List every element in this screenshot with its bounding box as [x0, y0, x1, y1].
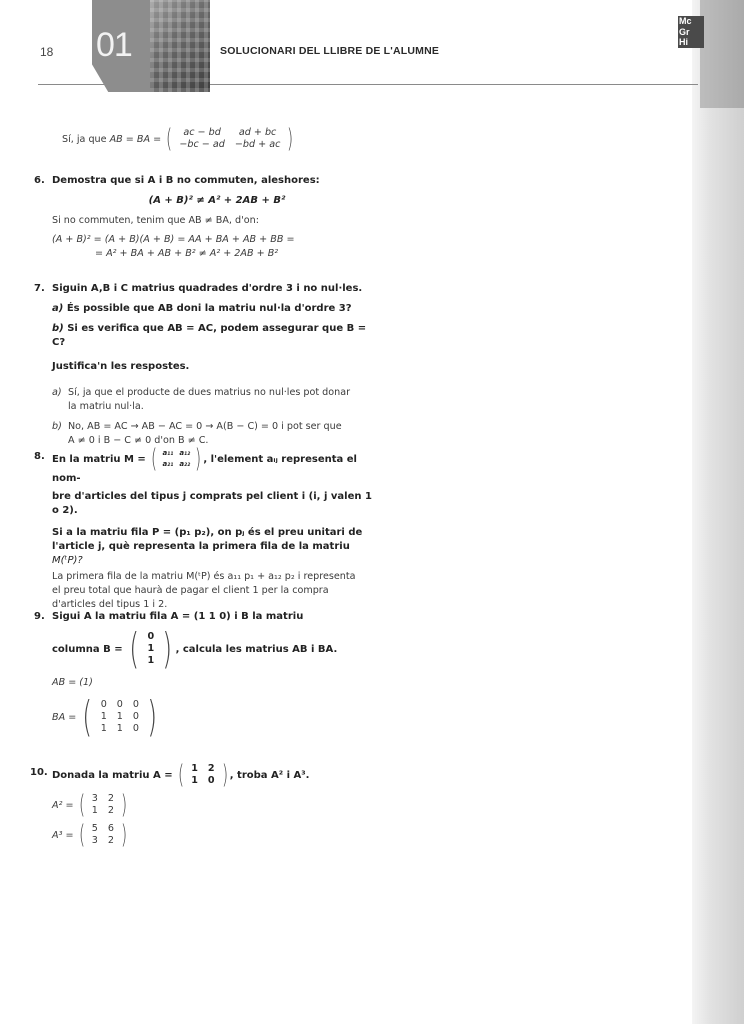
answer-line: La primera fila de la matriu M(ᵗP) és a₁₁ p₁ + a₁₂ p₂ i representa: [52, 571, 356, 582]
question-text: Donada la matriu A =: [52, 770, 173, 781]
chapter-number: 01: [96, 26, 132, 64]
question-text: o 2).: [52, 505, 78, 516]
top-answer-matrix: ( ac − bd ad + bc −bc − ad −bd + ac ): [166, 124, 294, 154]
question-text: M(ᵗP)?: [52, 555, 83, 566]
answer-line: Sí, ja que el producte de dues matrius no nul·les pot donar: [68, 387, 351, 398]
exercise-9: [34, 610, 382, 741]
exercise-number: 10.: [30, 767, 48, 778]
exercise-formula: (A + B)² ≠ A² + 2AB + B²: [148, 195, 286, 206]
question-text: En la matriu M =: [52, 454, 146, 465]
answer-line: el preu total que haurà de pagar el client 1 per la compra: [52, 585, 329, 596]
page-number: 18: [40, 45, 54, 59]
question-text: , troba A² i A³.: [229, 770, 310, 781]
matrix-a: ( 1 2 1 0 ): [178, 760, 228, 790]
answer-label: a): [52, 387, 62, 398]
answer-line: = A² + BA + AB + B² ≠ A² + 2AB + B²: [95, 248, 279, 259]
exercise-question: Siguin A,B i C matrius quadrades d'ordre 3 i no nul·les.: [52, 283, 363, 294]
a2-matrix: ( 3 2 1 2 ): [78, 790, 128, 820]
part-a: És possible que AB doni la matriu nul·la d'ordre 3?: [66, 303, 352, 314]
ab-result: AB = (1): [52, 677, 93, 688]
question-text: Si a la matriu fila P = (p₁ p₂), on pⱼ és el preu unitari de: [52, 527, 363, 538]
logo-line-3: Hi: [679, 37, 688, 47]
logo-line-2: Gr: [679, 26, 690, 37]
question-text: , calcula les matrius AB i BA.: [175, 644, 338, 655]
part-label: a): [52, 303, 64, 314]
answer-line: la matriu nul·la.: [68, 401, 144, 412]
question-text: bre d'articles del tipus j comprats pel client i (i, j valen 1: [52, 491, 372, 502]
page-edge-shadow: [692, 0, 744, 1024]
top-answer-prefix: Sí, ja que: [62, 134, 107, 145]
exercise-number: 7.: [34, 283, 45, 294]
ba-matrix: ( 0 0 0 1 1 0 1 1 0 ): [82, 692, 158, 741]
question-text: l'article j, què representa la primera fila de la matriu: [52, 541, 350, 552]
answer-line: (A + B)² = (A + B)(A + B) = AA + BA + AB + BB =: [52, 234, 295, 245]
question-text: , l'element aᵢⱼ representa el nom-: [52, 454, 357, 484]
answer-line: Si no commuten, tenim que AB ≠ BA, d'on:: [52, 215, 259, 226]
exercise-6: [34, 174, 382, 261]
publisher-logo: [678, 16, 704, 48]
a3-label: A³ =: [52, 830, 74, 841]
column-matrix-b: ( 0 1 1 ): [129, 624, 173, 673]
exercise-8: [34, 444, 382, 612]
question-text: Sigui A la matriu fila A = (1 1 0) i B la matriu: [52, 611, 304, 622]
part-label: b): [52, 323, 64, 334]
exercise-number: 6.: [34, 175, 45, 186]
matrix-m: ( a₁₁ a₁₂ a₂₁ a₂₂ ): [151, 444, 202, 474]
ba-label: BA =: [52, 712, 77, 723]
logo-line-1: Mc: [679, 16, 692, 26]
justify-instruction: Justifica'n les respostes.: [52, 361, 190, 372]
chapter-photo-building: [150, 0, 210, 92]
answer-line: A ≠ 0 i B − C ≠ 0 d'on B ≠ C.: [68, 435, 209, 446]
exercise-question: Demostra que si A i B no commuten, aleshores:: [52, 175, 320, 186]
answer-line: d'articles del tipus 1 i 2.: [52, 599, 168, 610]
top-answer: [62, 126, 296, 152]
top-answer-lhs: AB = BA =: [109, 134, 162, 145]
a3-matrix: ( 5 6 3 2 ): [78, 820, 128, 850]
part-b: Si es verifica que AB = AC, podem assegurar que B = C?: [52, 323, 367, 348]
page-edge-top: [700, 0, 744, 108]
exercise-7: [34, 282, 382, 448]
question-text: columna B =: [52, 644, 123, 655]
exercise-10: [30, 760, 382, 850]
answer-line: No, AB = AC → AB − AC = 0 → A(B − C) = 0 i pot ser que: [68, 421, 342, 432]
answer-label: b): [52, 421, 62, 432]
a2-label: A² =: [52, 800, 74, 811]
running-header-title: SOLUCIONARI DEL LLIBRE DE L'ALUMNE: [220, 45, 440, 57]
exercise-number: 9.: [34, 611, 45, 622]
exercise-number: 8.: [34, 451, 45, 462]
